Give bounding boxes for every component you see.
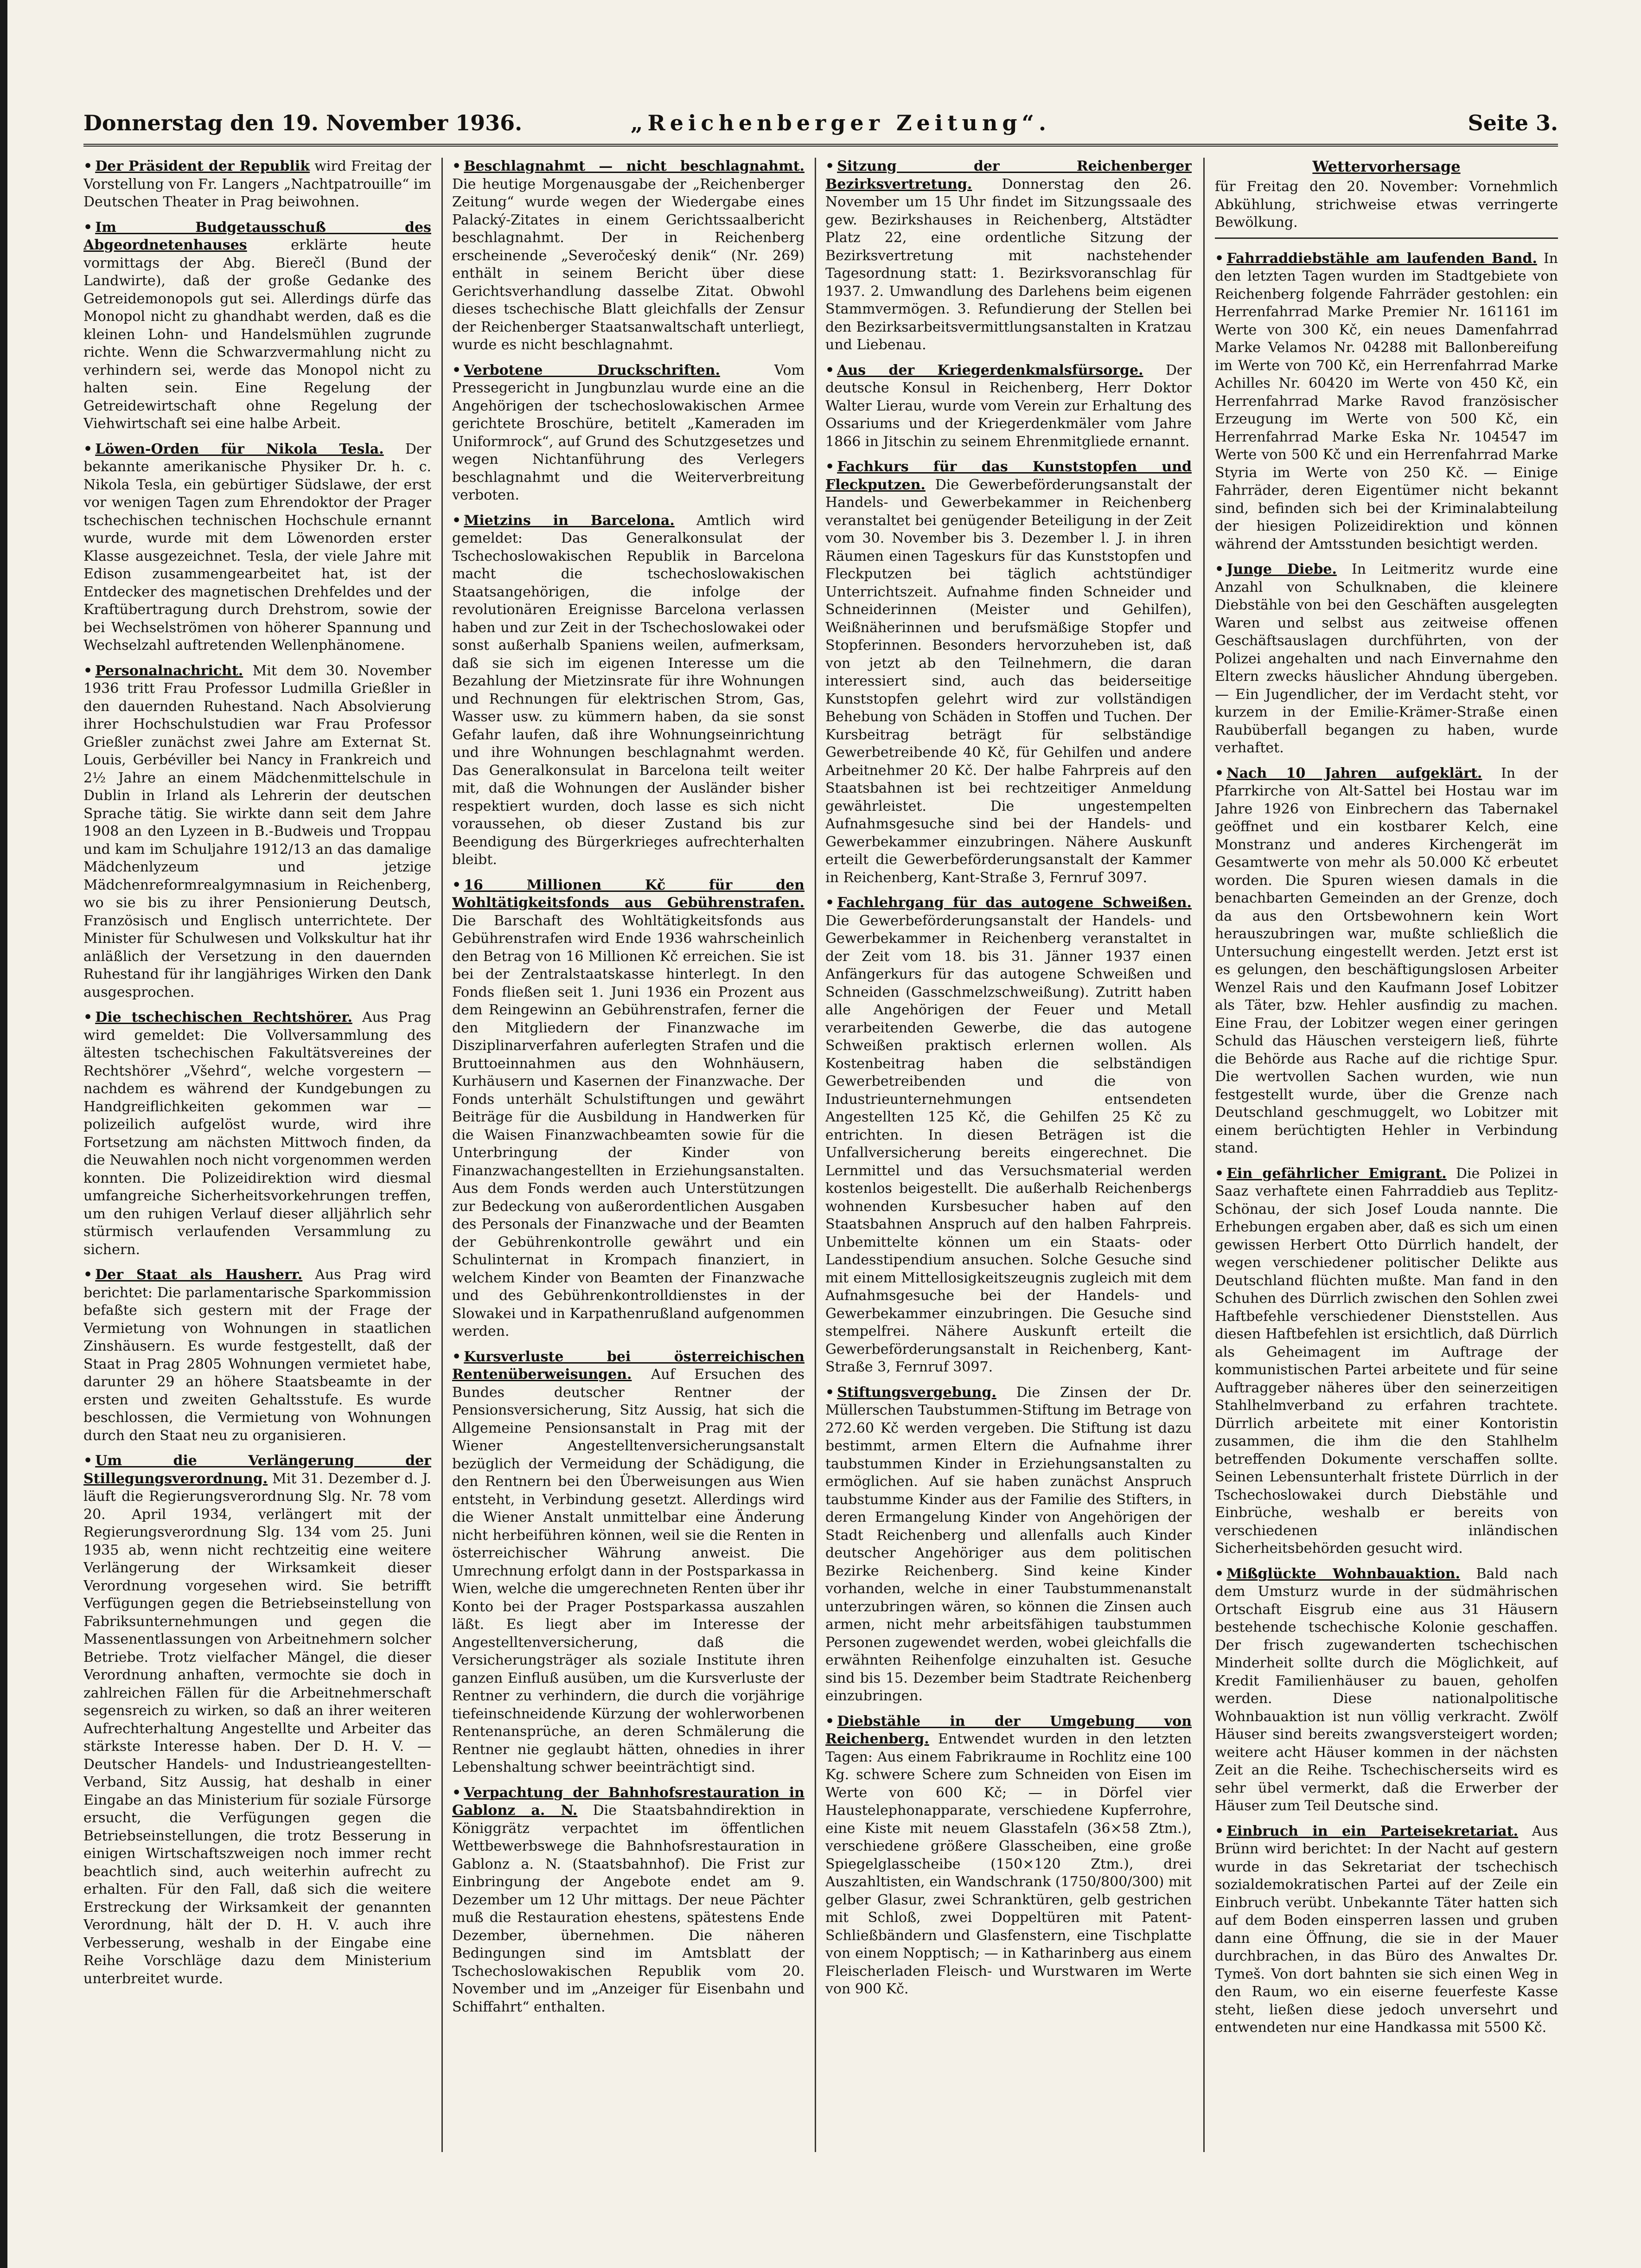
- bullet-icon: •: [83, 1267, 93, 1283]
- bullet-icon: •: [83, 441, 93, 457]
- news-article: [83, 441, 431, 655]
- column-rule: [441, 158, 443, 2152]
- article-headline: Sitzung der Reichenberger Bezirksvertretung.: [825, 158, 1192, 192]
- article-body: Mit 31. Dezember d. J. läuft die Regierungsverordnung Slg. Nr. 78 vom 20. April 1934, verlängert mit der Regierungsverordnung Slg. 134 vom 25. Juni 1935 ab, wenn nicht rechtzeitig eine weitere Verlängerung der Wirksamkeit dieser Verordnung vorgesehen wird. Sie betrifft Verfügungen gegen die Betriebseinstellung von Fabriksunternehmungen und gegen die Massenentlassungen von Arbeitnehmern solcher Betriebe. Trotz vielfacher Mängel, die dieser Verordnung anhaften, vermochte sie doch in zahlreichen Fällen für die Arbeitnehmerschaft segensreich zu wirken, so daß an ihrer weiteren Aufrechterhaltung Angestellte und Arbeiter das stärkste Interesse haben. Der D. H. V. — Deutscher Handels- und Industrieangestellten-Verband, Sitz Aussig, hat deshalb in einer Eingabe an das Ministerium für soziale Fürsorge ersucht, die Verfügungen gegen die Betriebseinstellungen, die trotz Besserung in einigen Wirtschaftszweigen noch immer recht beachtlich sind, auch weiterhin aufrecht zu erhalten. Für den Fall, daß sich die weitere Erstreckung der Wirksamkeit der genannten Verordnung, hält der D. H. V. auch ihre Verbesserung, weshalb in der Eingabe eine Reihe Vorschläge dazu dem Ministerium unterbreitet wurde.: [83, 1470, 431, 1987]
- article-body: Der bekannte amerikanische Physiker Dr. h. c. Nikola Tesla, ein gebürtiger Südslawe, der erst vor wenigen Tagen zum Ehrendoktor der Prager tschechischen technischen Hochschule ernannt wurde, wurde mit dem Löwenorden erster Klasse ausgezeichnet. Tesla, der viele Jahre mit Edison zusammengearbeitet hat, ist der Entdecker des magnetischen Drehfeldes und der Kraftübertragung durch Drehstrom, sowie der bei Wechselströmen von höherer Spannung und Wechselzahl auftretenden Wellenphänomene.: [83, 441, 431, 653]
- bullet-icon: •: [825, 1713, 835, 1730]
- bullet-icon: •: [452, 158, 461, 174]
- scan-edge: [0, 0, 7, 2268]
- article-body: erklärte heute vormittags der Abg. Bierečl (Bund der Landwirte), daß der große Gedanke des Getreidemonopols gut sei. Allerdings dürfe das Monopol nicht zu ghandhabt werden, daß es die kleinen Lohn- und Handelsmühlen zugrunde richte. Wenn die Schwarzvermahlung nicht zu verhindern sei, werde das Monopol nicht zu halten sein. Eine Regelung der Getreidewirtschaft ohne Regelung der Viehwirtschaft sei eine halbe Arbeit.: [83, 237, 431, 432]
- news-article: [1215, 1823, 1558, 2037]
- bullet-icon: •: [1215, 250, 1224, 267]
- article-body: Aus Prag wird gemeldet: Die Vollversammlung des ältesten tschechischen Fakultätsvereines der Rechtshörer „Všehrd“, welche vorgestern — nachdem es während der Kundgebungen zu Handgreiflichkeiten gekommen war — polizeilich aufgelöst wurde, wird ihre Fortsetzung am nächsten Mittwoch finden, da die Neuwahlen noch nicht vorgenommen werden konnten. Die Polizeidirektion wird diesmal umfangreiche Sicherheitsvorkehrungen treffen, um den ruhigen Verlauf dieser alljährlich sehr stürmisch verlaufenden Versammlung zu sichern.: [83, 1009, 431, 1258]
- bullet-icon: •: [1215, 765, 1224, 782]
- article-headline: Verbotene Druckschriften.: [464, 362, 720, 378]
- article-body: In Leitmeritz wurde eine Anzahl von Schulknaben, die kleinere Diebstähle von bei den Geschäften ausgelegten Waren und selbst aus zeitweise offenen Geschäftsauslagen durchführten, von der Polizei angehalten und nach Einvernahme den Eltern zwecks häuslicher Ahndung übergeben. — Ein Jugendlicher, der im Verdacht steht, vor kurzem in der Emilie-Krämer-Straße einen Raubüberfall begangen zu haben, wurde verhaftet.: [1215, 561, 1558, 756]
- news-article: [83, 1266, 431, 1445]
- news-article: [452, 877, 805, 1341]
- article-headline: Stiftungsvergebung.: [837, 1384, 996, 1401]
- bullet-icon: •: [83, 219, 93, 236]
- article-headline: Beschlagnahmt — nicht beschlagnahmt.: [464, 158, 805, 174]
- bullet-icon: •: [452, 362, 461, 378]
- article-body: Die Polizei in Saaz verhaftete einen Fahrraddieb aus Teplitz-Schönau, der sich Josef Louda nannte. Die Erhebungen ergaben aber, daß es sich um einen gewissen Herbert Otto Dürrlich handelt, der wegen verschiedener politischer Delikte aus Deutschland flüchten mußte. Man fand in den Schuhen des Dürrlich zwischen den Sohlen zwei Haftbefehle verschiedener Dienststellen. Aus diesen Haftbefehlen ist ersichtlich, daß Dürrlich als Geheimagent im Auftrage der kommunistischen Partei arbeitete und für seine Auftraggeber näheres über den seinerzeitigen Stahlhelmverband zu erfahren trachtete. Dürrlich arbeitete mit einer Kontoristin zusammen, die ihm die den Stahlhelm betreffenden Dokumente verschaffen sollte. Seinen Lebensunterhalt fristete Dürrlich in der Tschechoslowakei durch Diebstähle und Einbrüche, weshalb er bereits von verschiedenen inländischen Sicherheitsbehörden gesucht wird.: [1215, 1165, 1558, 1557]
- bullet-icon: •: [452, 1784, 461, 1801]
- bullet-icon: •: [825, 158, 835, 174]
- news-article: [83, 219, 431, 433]
- news-article: [1215, 1565, 1558, 1815]
- article-headline: Einbruch in ein Parteisekretariat.: [1226, 1823, 1519, 1839]
- article-body: In der Pfarrkirche von Alt-Sattel bei Hostau war im Jahre 1926 von Einbrechern das Tabernakel geöffnet und ein kostbarer Kelch, eine Monstranz und anderes Kirchengerät im Gesamtwerte von mehr als 50.000 Kč erbeutet worden. Die Spuren wiesen damals in die benachbarten Gemeinden an der Grenze, doch da aus den Ortsbewohnern kein Wort herauszubringen war, mußte schließlich die Untersuchung eingestellt werden. Jetzt erst ist es gelungen, den beschäftigungslosen Arbeiter Wenzel Rais und den Kaufmann Josef Lobitzer als Täter, bzw. Hehler ausfindig zu machen. Eine Frau, der Lobitzer wegen einer geringen Schuld das Häuschen versteigern ließ, führte die Behörde aus Rache auf die richtige Spur. Die wertvollen Sachen wurden, wie nun festgestellt wurde, über die Grenze nach Deutschland geschmuggelt, wo Lobitzer mit einem berüchtigten Hehler in Verbindung stand.: [1215, 765, 1558, 1156]
- weather-forecast: für Freitag den 20. November: Vornehmlich Abkühlung, strichweise etwas verringerte Bewölkung.: [1215, 178, 1558, 239]
- article-body: Amtlich wird gemeldet: Das Generalkonsulat der Tschechoslowakischen Republik in Barcelona macht die tschechoslowakischen Staatsangehörigen, die infolge der revolutionären Ereignisse Barcelona verlassen haben und zur Zeit in der Tschechoslowakei oder sonst außerhalb Spaniens weilen, aufmerksam, daß sie sich im eigenen Interesse um die Bezahlung der Mietzinsrate für ihre Wohnungen und Rechnungen für elektrischen Strom, Gas, Wasser usw. zu kümmern haben, da sie sonst Gefahr laufen, daß ihre Wohnungseinrichtung und ihre Wohnungen beschlagnahmt werden. Das Generalkonsulat in Barcelona teilt weiter mit, daß die Wohnungen der Ausländer bisher respektiert wurden, doch lasse es sich nicht voraussehen, ob dieser Zustand bis zur Beendigung des Bürgerkrieges aufrechterhalten bleibt.: [452, 512, 805, 868]
- article-headline: Der Staat als Hausherr.: [95, 1267, 303, 1283]
- news-article: [83, 662, 431, 1002]
- bullet-icon: •: [825, 362, 835, 378]
- article-body: Die heutige Morgenausgabe der „Reichenberger Zeitung“ wurde wegen der Wiedergabe eines Palacký-Zitates in einem Gerichtssaalbericht beschlagnahmt. Der in Reichenberg erscheinende „Severočeský denik“ (Nr. 269) enthält in seinem Bericht über diese Gerichtsverhandlung dasselbe Zitat. Obwohl dieses tschechische Blatt gleichfalls der Zensur der Reichenberger Staatsanwaltschaft unterliegt, wurde es nicht beschlagnahmt.: [452, 176, 805, 353]
- article-headline: Junge Diebe.: [1226, 561, 1337, 577]
- article-headline: Verpachtung der Bahnhofsrestauration in Gablonz a. N.: [452, 1784, 805, 1819]
- running-header: [83, 107, 1558, 147]
- news-article: [825, 158, 1192, 354]
- header-page-number: Seite 3.: [1468, 110, 1558, 135]
- article-body: Donnerstag den 26. November um 15 Uhr findet im Sitzungssaale des gew. Bezirkshauses in Reichenberg, Altstädter Platz 22, eine ordentliche Sitzung der Bezirksvertretung mit nachstehender Tagesordnung statt: 1. Bezirksvoranschlag für 1937. 2. Umwandlung des Darlehens beim eigenen Stammvermögen. 3. Refundierung der Stellen bei den Bezirksarbeitsvermittlungsanstalten in Kratzau und Liebenau.: [825, 176, 1192, 353]
- bullet-icon: •: [1215, 1823, 1224, 1839]
- article-headline: Fachlehrgang für das autogene Schweißen.: [837, 895, 1192, 911]
- article-headline: Mißglückte Wohnbauaktion.: [1226, 1565, 1460, 1582]
- bullet-icon: •: [83, 1453, 93, 1469]
- bullet-icon: •: [83, 1009, 93, 1025]
- article-body: Entwendet wurden in den letzten Tagen: Aus einem Fabrikraume in Rochlitz eine 100 Kg. schwere Schere zum Schneiden von Eisen im Werte von 600 Kč; — in Dörfel vier Haustelephonapparate, verschiedene Kupferrohre, eine Kiste mit neuem Glasstafeln (36×58 Ztm.), verschiedene größere Glasscheiben, eine große Spiegelglasscheibe (150×120 Ztm.), drei Auszahltisten, ein Wandschrank (1750/800/300) mit gelber Glasur, zwei Schranktüren, gelb gestrichen mit Schloß, zwei Doppeltüren mit Patent-Schließbändern und Glasfenstern, eine Tischplatte von einem Nopptisch; — in Katharinberg aus einem Fleischerladen Fleisch- und Wurstwaren im Werte von 900 Kč.: [825, 1731, 1192, 1997]
- news-article: [452, 1348, 805, 1777]
- column-rule: [815, 158, 816, 2152]
- article-headline: Um die Verlängerung der Stillegungsverordnung.: [83, 1453, 431, 1487]
- article-body: wird Freitag der Vorstellung von Fr. Langers „Nachtpatrouille“ im Deutschen Theater in Prag beiwohnen.: [83, 158, 431, 210]
- header-newspaper-name: „Reichenberger Zeitung“.: [631, 110, 1051, 135]
- column-2: [452, 158, 805, 2152]
- article-body: Vom Pressegericht in Jungbunzlau wurde eine an die Angehörigen der tschechoslowakischen Armee gerichtete Broschüre, betitelt „Kameraden im Uniformrock“, auf Grund des Schutzgesetzes und wegen Nichtanführung des Verlegers beschlagnahmt und die Weiterverbreitung verboten.: [452, 362, 805, 503]
- news-article: [452, 158, 805, 354]
- article-headline: Aus der Kriegerdenkmalsfürsorge.: [837, 362, 1143, 378]
- article-body: Die Staatsbahndirektion in Königgrätz verpachtet im öffentlichen Wettbewerbswege die Bahnhofsrestauration in Gablonz a. N. (Staatsbahnhof). Die Frist zur Einbringung der Angebote endet am 9. Dezember um 12 Uhr mittags. Der neue Pächter muß die Restauration ehestens, spätestens Ende Dezember, übernehmen. Die näheren Bedingungen sind im Amtsblatt der Tschechoslowakischen Republik vom 20. November und im „Anzeiger für Eisenbahn und Schiffahrt“ enthalten.: [452, 1802, 805, 2015]
- article-headline: Fachkurs für das Kunststopfen und Fleckputzen.: [825, 459, 1192, 493]
- news-article: [83, 158, 431, 211]
- news-article: [825, 362, 1192, 451]
- news-article: [452, 362, 805, 505]
- bullet-icon: •: [83, 158, 93, 174]
- news-article: [1215, 1165, 1558, 1558]
- article-headline: Fahrraddiebstähle am laufenden Band.: [1226, 250, 1537, 267]
- news-article: [1215, 250, 1558, 554]
- column-4: [1215, 158, 1558, 2152]
- bullet-icon: •: [825, 895, 835, 911]
- article-body: Der deutsche Konsul in Reichenberg, Herr Doktor Walter Lierau, wurde vom Verein zur Erhaltung des Ossariums und der Kriegerdenkmäler vom Jahre 1866 in Jitschin zu seinem Ehrenmitgliede ernannt.: [825, 362, 1192, 450]
- bullet-icon: •: [452, 512, 461, 529]
- article-headline: 16 Millionen Kč für den Wohltätigkeitsfonds aus Gebührenstrafen.: [452, 877, 805, 911]
- article-headline: Ein gefährlicher Emigrant.: [1226, 1165, 1447, 1182]
- news-article: [83, 1009, 431, 1259]
- bullet-icon: •: [452, 1348, 461, 1365]
- article-headline: Nach 10 Jahren aufgeklärt.: [1226, 765, 1482, 782]
- news-article: [83, 1452, 431, 1988]
- article-body: Bald nach dem Umsturz wurde in der südmährischen Ortschaft Eisgrub eine aus 31 Häusern bestehende tschechische Kolonie geschaffen. Der frisch zugewanderten tschechischen Minderheit sollte durch die Möglichkeit, auf Kredit Familienhäuser zu bauen, geholfen werden. Diese nationalpolitische Wohnbauaktion ist nun völlig verkracht. Zwölf Häuser sind bereits zwangsversteigert worden; weitere acht Häuser kommen in der nächsten Zeit an die Reihe. Tschechischerseits wird es sehr übel vermerkt, daß die Erwerber der Häuser zum Teil Deutsche sind.: [1215, 1565, 1558, 1814]
- article-headline: Löwen-Orden für Nikola Tesla.: [95, 441, 384, 457]
- column-1: [83, 158, 431, 2152]
- article-headline: Personalnachricht.: [95, 662, 243, 679]
- article-body: Aus Brünn wird berichtet: In der Nacht auf gestern wurde in das Sekretariat der tschechisch sozialdemokratischen Partei auf der Zeile ein Einbruch verübt. Unbekannte Täter hatten sich auf dem Boden einsperren lassen und gruben dann eine Öffnung, die sie in der Mauer durchbrachen, in das Büro des Anwaltes Dr. Tymeš. Von dort bahnten sie sich einen Weg in den Raum, wo ein eiserne feuerfeste Kasse steht, ließen diese jedoch unversehrt und entwendeten nur eine Handkassa mit 5500 Kč.: [1215, 1823, 1558, 2036]
- bullet-icon: •: [825, 1384, 835, 1401]
- article-headline: Kursverluste bei österreichischen Rentenüberweisungen.: [452, 1348, 805, 1383]
- article-body: Die Barschaft des Wohltätigkeitsfonds aus Gebührenstrafen wird Ende 1936 wahrscheinlich den Betrag von 16 Millionen Kč erreichen. Sie ist bei der Zentralstaatskasse hinterlegt. In den Fonds fließen seit 1. Juni 1936 ein Prozent aus dem Reingewinn an Gebührenstrafen, ferner die den Mitgliedern der Finanzwache im Disziplinarverfahren auferlegten Strafen und die Bruttoeinnahmen aus den Wohnhäusern, Kurhäusern und Kasernen der Finanzwache. Der Fonds unterhält Schulstiftungen und gewährt Beiträge für die Ausbildung in Handwerken für die Waisen Finanzwachbeamten sowie für die Unterbringung der Kinder von Finanzwachangestellten in Erziehungsanstalten. Aus dem Fonds werden auch Unterstützungen zur Bedeckung von außerordentlichen Ausgaben des Personals der Finanzwache und der Beamten der Gebührenkontrolle gewährt und ein Schulinternat in Krompach finanziert, in welchem Kinder von Beamten der Finanzwache und des Gebührenkontrolldienstes in der Slowakei und in Karpathenrußland aufgenommen werden.: [452, 912, 805, 1339]
- article-headline: Im Budgetausschuß des Abgeordnetenhauses: [83, 219, 431, 253]
- article-headline: Die tschechischen Rechtshörer.: [95, 1009, 352, 1025]
- news-article: [452, 1784, 805, 2017]
- bullet-icon: •: [452, 877, 461, 893]
- header-date: Donnerstag den 19. November 1936.: [83, 110, 523, 135]
- article-headline: Mietzins in Barcelona.: [464, 512, 675, 529]
- news-article: [1215, 765, 1558, 1158]
- column-3: [825, 158, 1192, 2152]
- article-headline: Diebstähle in der Umgebung von Reichenberg.: [825, 1713, 1192, 1747]
- bullet-icon: •: [1215, 1165, 1224, 1182]
- bullet-icon: •: [825, 459, 835, 475]
- article-body: Mit dem 30. November 1936 tritt Frau Professor Ludmilla Grießler in den dauernden Ruhestand. Nach Absolvierung ihrer Hochschulstudien war Frau Professor Grießler zunächst zwei Jahre am Externat St. Louis, Gerbéviller bei Nancy in Frankreich und 2½ Jahre an einem Mädchenmittelschule in Dublin in Irland als Lehrerin der deutschen Sprache tätig. Sie wirkte dann seit dem Jahre 1908 an den Lyzeen in B.-Budweis und Troppau und kam im Schuljahre 1912/13 an das damalige Mädchenlyzeum und jetzige Mädchenreformrealgymnasium in Reichenberg, wo sie bis zu ihrer Pensionierung Deutsch, Französisch und Englisch unterrichtete. Der Minister für Schulwesen und Volkskultur hat ihr anläßlich der Versetzung in den dauernden Ruhestand für ihr langjähriges Wirken den Dank ausgesprochen.: [83, 662, 431, 1000]
- bullet-icon: •: [1215, 1565, 1224, 1582]
- news-article: [452, 512, 805, 869]
- article-headline: Der Präsident der Republik: [95, 158, 310, 174]
- news-article: [825, 1384, 1192, 1705]
- article-body: In den letzten Tagen wurden im Stadtgebiete von Reichenberg folgende Fahrräder gestohlen: ein Herrenfahrrad Marke Premier Nr. 161161 im Werte von 300 Kč, ein neues Damenfahrrad Marke Velamos Nr. 04288 mit Ballonbereifung im Werte von 700 Kč, ein Herrenfahrrad Marke Achilles Nr. 60420 im Werte von 450 Kč, ein Herrenfahrrad Marke Ravod französischer Erzeugung im Werte von 500 Kč, ein Herrenfahrrad Marke Eska Nr. 104547 im Werte von 500 Kč und ein Herrenfahrrad Marke Styria im Werte von 250 Kč. — Einige Fahrräder, deren Eigentümer nicht bekannt sind, befinden sich bei der Kriminalabteilung der hiesigen Polizeidirektion und können während der Amtsstunden besichtigt werden.: [1215, 250, 1558, 552]
- bullet-icon: •: [1215, 561, 1224, 577]
- news-article: [825, 894, 1192, 1377]
- news-article: [825, 458, 1192, 887]
- weather-title: Wettervorhersage: [1312, 158, 1461, 175]
- article-body: Die Zinsen der Dr. Müllerschen Taubstummen-Stiftung im Betrage von 272.60 Kč werden vergeben. Die Stiftung ist dazu bestimmt, armen Eltern die Aufnahme ihrer taubstummen Kinder in Erziehungsanstalten zu ermöglichen. Auf sie haben zunächst Anspruch taubstumme Kinder aus der Familie des Stifters, in deren Ermangelung Kinder von Angehörigen der Stadt Reichenberg und allenfalls auch Kinder deutscher Angehöriger aus dem politischen Bezirke Reichenberg. Sind keine Kinder vorhanden, welche in einer Taubstummenanstalt unterzubringen wären, so können die Zinsen auch armen, nicht mehr arbeitsfähigen taubstummen Personen zugewendet werden, wobei gleichfalls die erwähnten Reihenfolge einzuhalten ist. Gesuche sind bis 15. Dezember beim Stadtrate Reichenberg einzubringen.: [825, 1384, 1192, 1704]
- article-body: Die Gewerbeförderungsanstalt der Handels- und Gewerbekammer in Reichenberg veranstaltet bei genügender Beteiligung in der Zeit vom 30. November bis 3. Dezember l. J. in ihren Räumen einen Tageskurs für das Kunststopfen und Fleckputzen bei täglich achtstündiger Unterrichtszeit. Aufnahme finden Schneider und Schneiderinnen (Meister und Gehilfen), Weißnäherinnen und berufsmäßige Stopfer und Stopferinnen. Besonders hervorzuheben ist, daß von jetzt ab den Teilnehmern, die daran interessiert sind, auch das beiderseitige Kunststopfen gelehrt wird zur vollständigen Behebung von Schäden in Stoffen und Tuchen. Der Kursbeitrag beträgt für selbständige Gewerbetreibende 40 Kč, für Gehilfen und andere Arbeitnehmer 20 Kč. Der halbe Fahrpreis auf den Staatsbahnen ist bei rechtzeitiger Anmeldung gewährleistet. Die ungestempelten Aufnahmsgesuche sind bei der Handels- und Gewerbekammer einzubringen. Nähere Auskunft erteilt die Gewerbeförderungsanstalt der Kammer in Reichenberg, Kant-Straße 3, Fernruf 3097.: [825, 476, 1192, 886]
- article-body: Die Gewerbeförderungsanstalt der Handels- und Gewerbekammer in Reichenberg veranstaltet in der Zeit vom 18. bis 31. Jänner 1937 einen Anfängerkurs für das autogene Schweißen und Schneiden (Gasschmelzschweißung). Zutritt haben alle Angehörigen der Feuer und Metall verarbeitenden Gewerbe, die das autogene Schweißen praktisch erlernen wollen. Als Kostenbeitrag haben die selbständigen Gewerbetreibenden und die von Industrieunternehmungen entsendeten Angestellten 125 Kč, die Gehilfen 25 Kč zu entrichten. In diesen Beträgen ist die Unfallversicherung bereits eingerechnet. Die Lernmittel und das Versuchsmaterial werden kostenlos beigestellt. Die außerhalb Reichenbergs wohnenden Kursbesucher haben auf den Staatsbahnen Anspruch auf den halben Fahrpreis. Unbemittelte können um ein Staats- oder Landesstipendium ansuchen. Solche Gesuche sind mit einem Mittellosigkeitszeugnis zugleich mit dem Aufnahmsgesuche bei der Handels- und Gewerbekammer einzubringen. Die Gesuche sind stempelfrei. Nähere Auskunft erteilt die Gewerbeförderungsanstalt in Reichenberg, Kant-Straße 3, Fernruf 3097.: [825, 912, 1192, 1375]
- news-article: [825, 1713, 1192, 1999]
- news-article: [1215, 561, 1558, 757]
- column-rule: [1203, 158, 1205, 2152]
- article-body: Auf Ersuchen des Bundes deutscher Rentner der Pensionsversicherung, Sitz Aussig, hat sich die Allgemeine Pensionsanstalt in Prag mit der Wiener Angestelltenversicherungsanstalt bezüglich der Vermeidung der Schädigung, die den Rentnern bei den Überweisungen aus Wien entsteht, in Verbindung gesetzt. Allerdings wird die Wiener Anstalt unmittelbar eine Änderung nicht herbeiführen können, weil sie die Renten in österreichischer Währung anweist. Die Umrechnung erfolgt dann in der Postsparkassa in Wien, welche die umgerechneten Renten über ihr Konto bei der Prager Postsparkassa auszahlen läßt. Es liegt aber im Interesse der Angestelltenversicherung, daß die Versicherungsträger als soziale Institute ihren ganzen Einfluß ausüben, um die Kursverluste der Rentner zu verhindern, die durch die vorjährige tiefeinschneidende Kürzung der wohlerworbenen Rentenansprüche, an deren Schmälerung die Rentner nie geglaubt hätten, ohnedies in ihrer Lebenshaltung schwer beeinträchtigt sind.: [452, 1366, 805, 1775]
- article-body: Aus Prag wird berichtet: Die parlamentarische Sparkommission befaßte sich gestern mit der Frage der Vermietung von Wohnungen in staatlichen Zinshäusern. Es wurde festgestellt, daß der Staat in Prag 2805 Wohnungen vermietet habe, darunter 29 an höhere Staatsbeamte in der ersten und zweiten Gehaltsstufe. Es wurde beschlossen, die Vermietung von Wohnungen durch den Staat neu zu organisieren.: [83, 1267, 431, 1444]
- bullet-icon: •: [83, 662, 93, 679]
